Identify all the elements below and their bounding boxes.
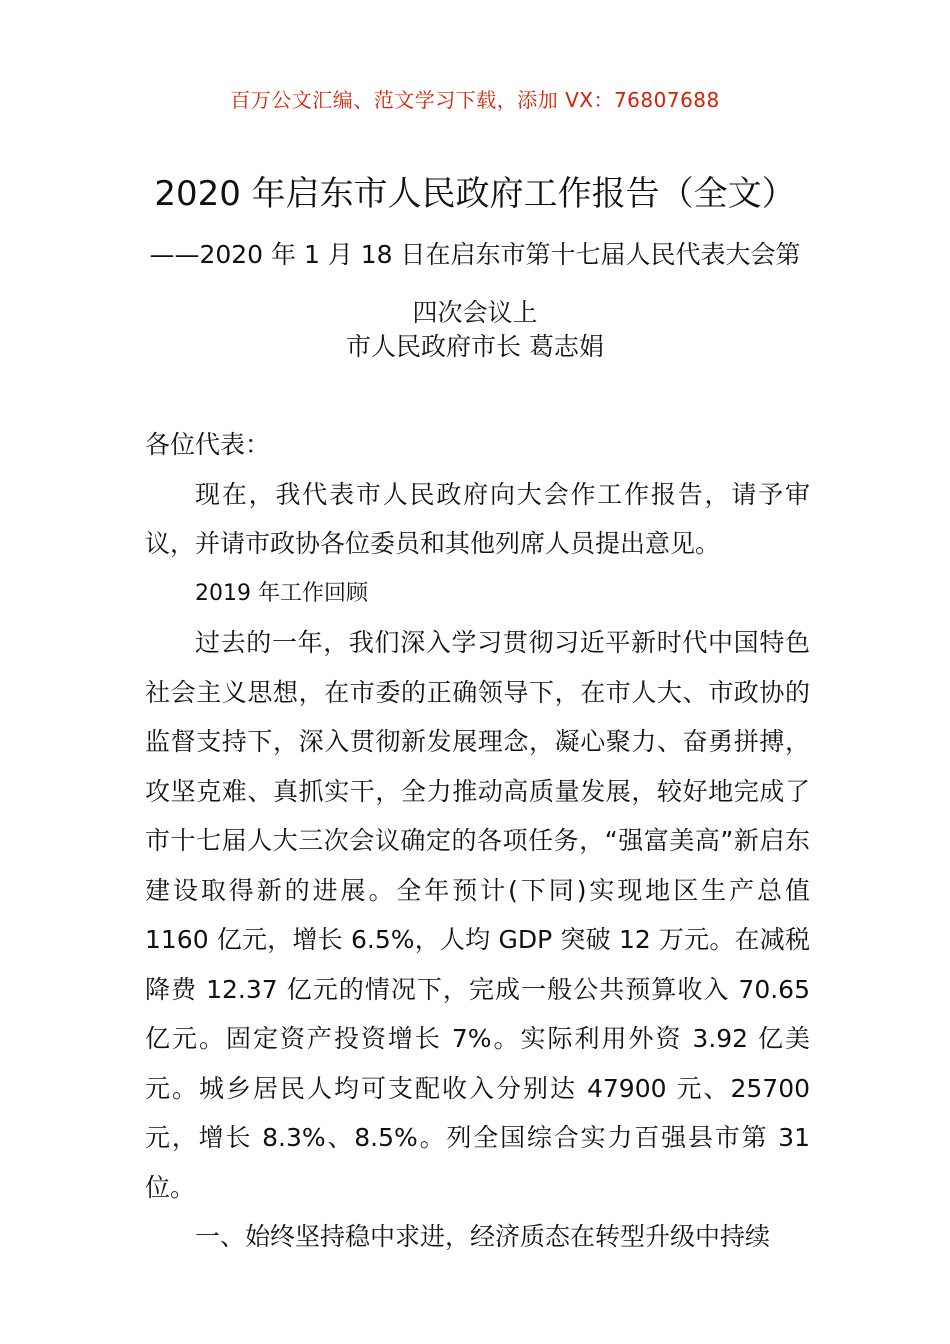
- document-title: 2020 年启东市人民政府工作报告（全文）: [154, 174, 796, 214]
- section-heading: 2019 年工作回顾: [195, 580, 368, 606]
- watermark-header-note: 百万公文汇编、范文学习下载，添加 VX：76807688: [230, 88, 720, 112]
- document-subtitle: ——2020 年 1 月 18 日在启东市第十七届人民代表大会第四次会议上: [149, 240, 801, 327]
- paragraph-review: 过去的一年，我们深入学习贯彻习近平新时代中国特色社会主义思想，在市委的正确领导下，在市人大、市政协的监督支持下，深入贯彻新发展理念，凝心聚力、奋勇拼搏，攻坚克难、真抓实干，全力推动高质量发展，较好地完成了市十七届人大三次会议确定的各项任务，“强富美高”新启东建设取得新的进展。全年预计(下同)实现地区生产总值 1160 亿元，增长 6.5%，人均 GDP 突破 12 万元。在减税降费 12.37 亿元的情况下，完成一般公共预算收入 70.65 亿元。固定资产投资增长 7%。实际利用外资 3.92 亿美元。城乡居民人均可支配收入分别达 47900 元、25700 元，增长 8.3%、8.5%。列全国综合实力百强县市第 31 位。: [145, 628, 810, 1202]
- document-author: 市人民政府市长 葛志娟: [346, 332, 604, 361]
- greeting: 各位代表：: [145, 430, 271, 459]
- paragraph-intro: 现在，我代表市人民政府向大会作工作报告，请予审议，并请市政协各位委员和其他列席人员提出意见。: [145, 479, 810, 558]
- document-body: [145, 420, 810, 1262]
- paragraph-section-one: 一、始终坚持稳中求进，经济质态在转型升级中持续: [195, 1222, 771, 1251]
